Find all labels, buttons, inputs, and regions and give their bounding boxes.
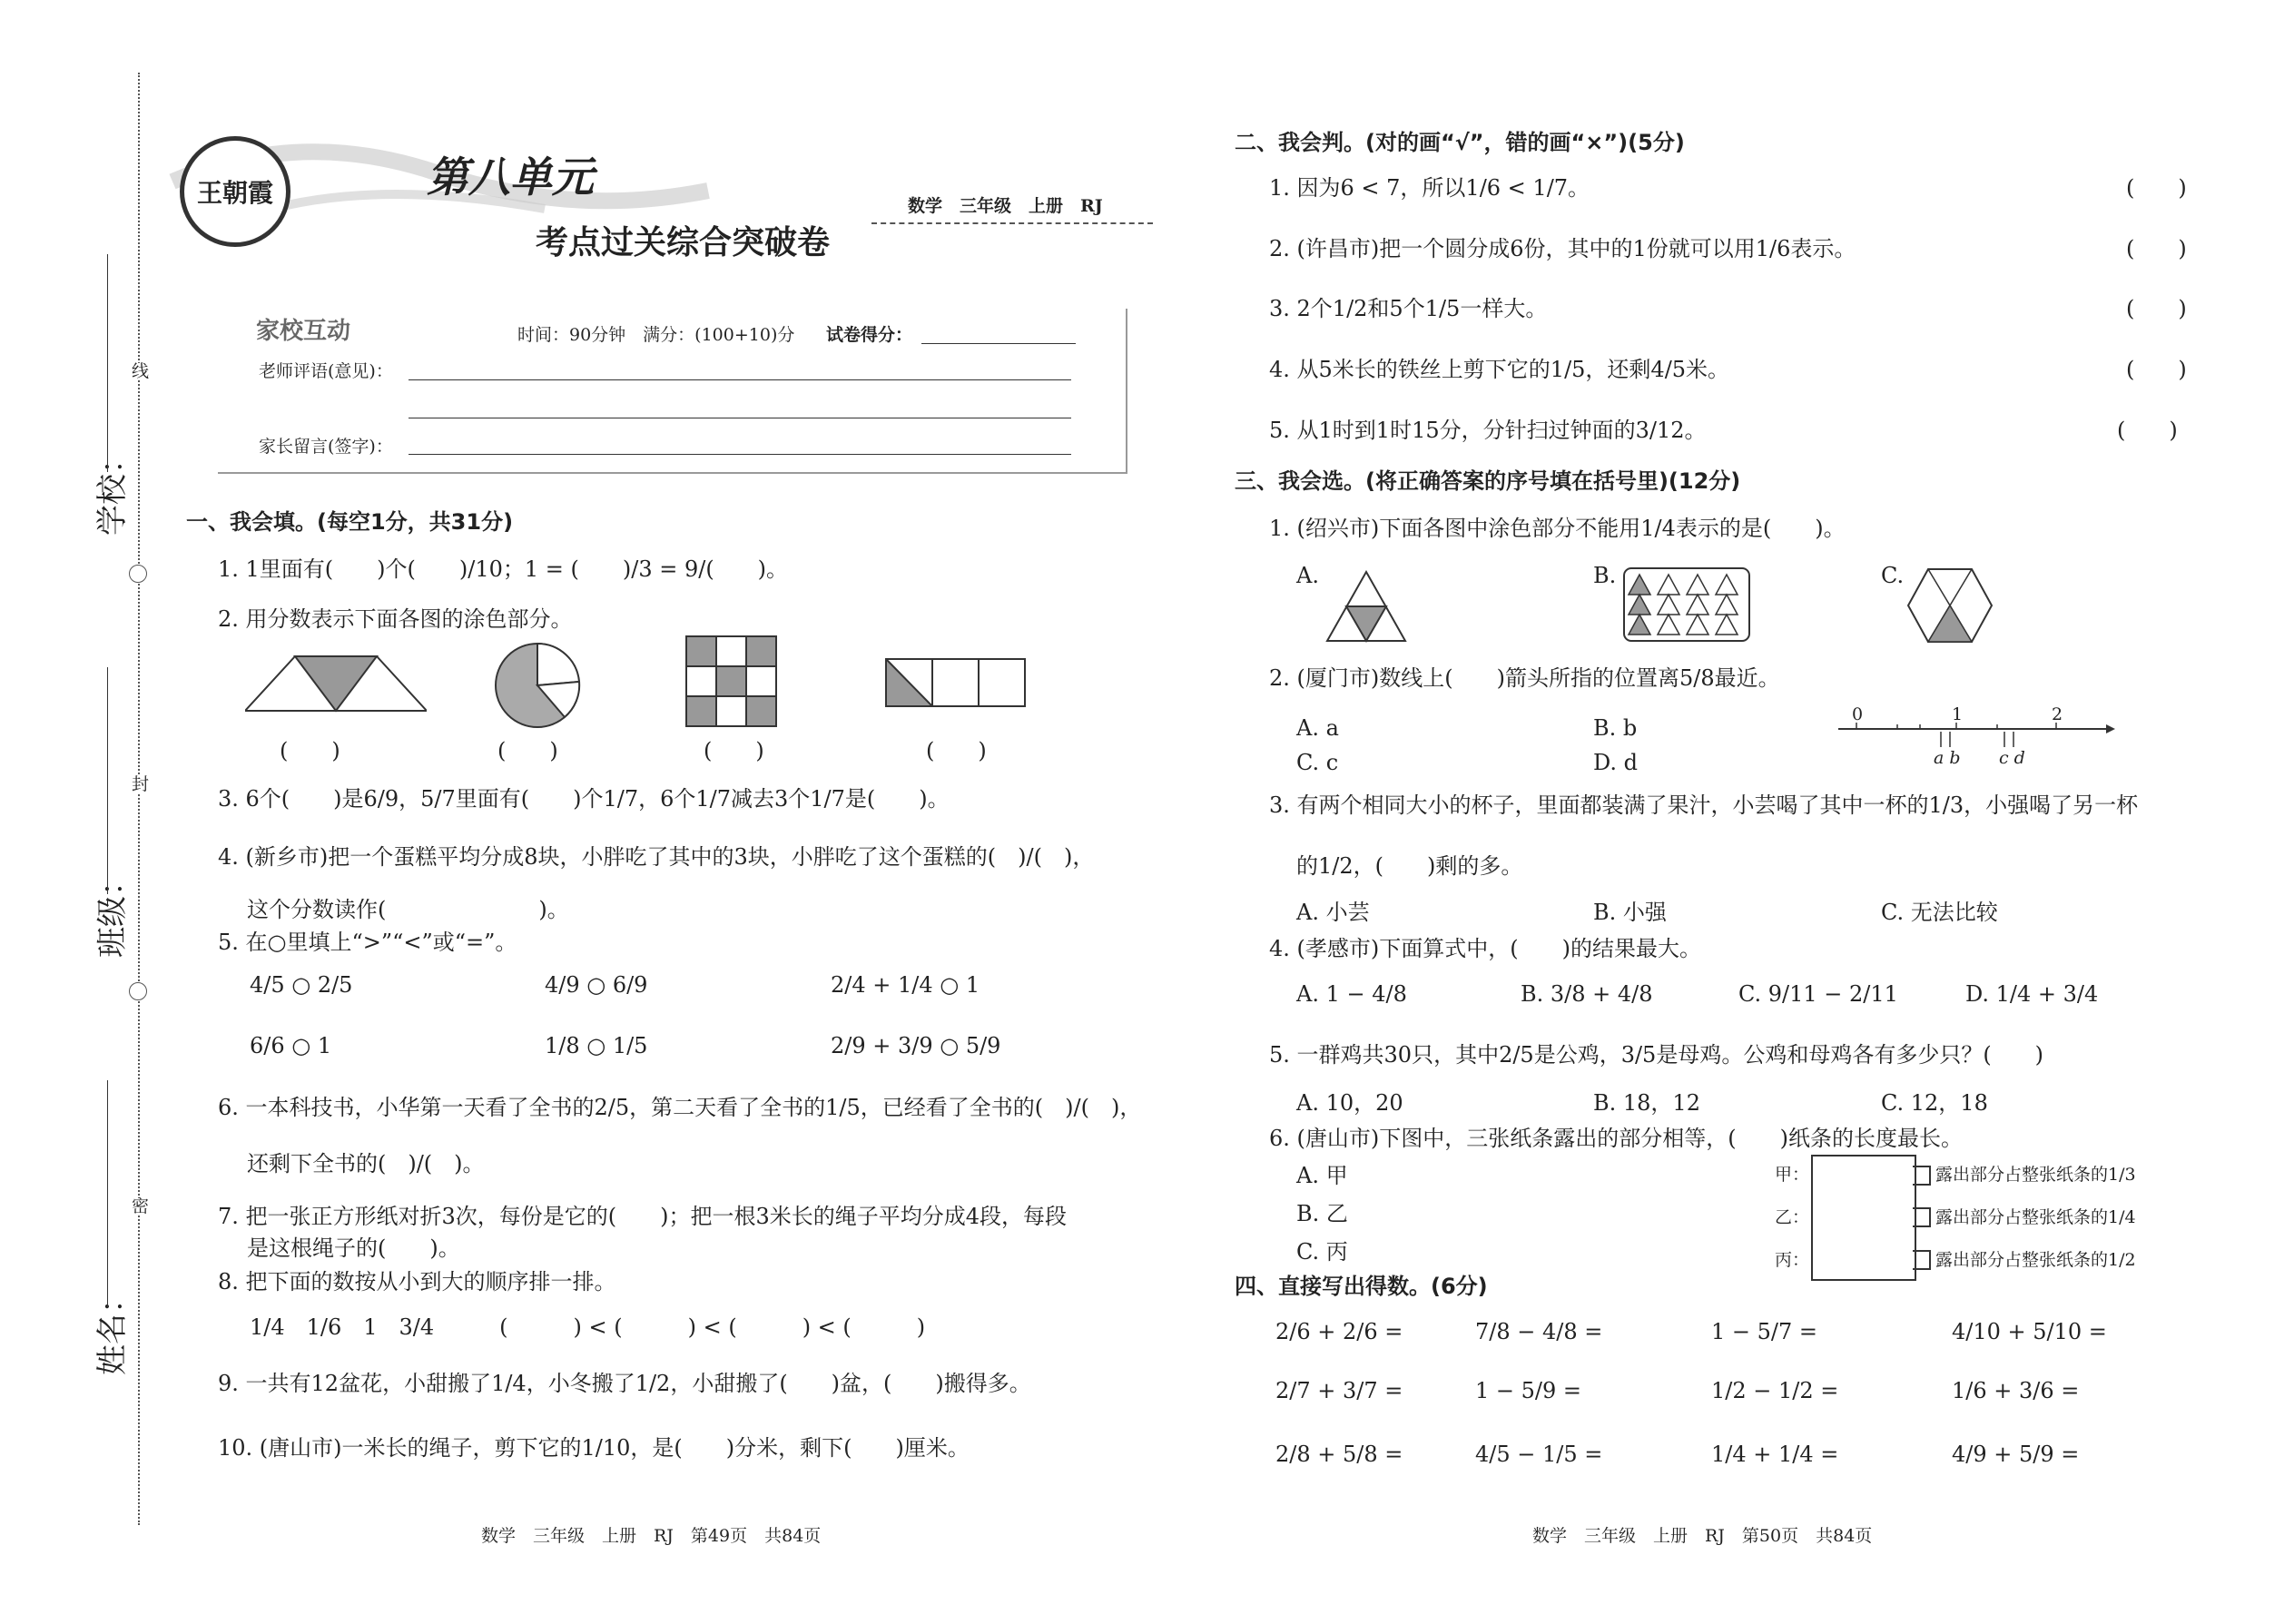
school-label: 学校：	[94, 443, 131, 536]
sec3-q4: 4. (孝感市)下面算式中，( )的结果最大。	[1269, 936, 1701, 961]
binding-circle-2	[129, 982, 147, 1000]
sec3-q4-opt-a: A. 1 − 4/8	[1296, 981, 1407, 1007]
page-title: 考点过关综合突破卷	[536, 224, 831, 261]
paper-strip-3	[1913, 1250, 1931, 1270]
sec3-q6: 6. (唐山市)下图中，三张纸条露出的部分相等，( )纸条的长度最长。	[1269, 1126, 1963, 1151]
strip-note-3: 露出部分占整张纸条的1/2	[1935, 1250, 2136, 1270]
sec1-q7b: 是这根绳子的( )。	[247, 1235, 460, 1261]
sec3-q1: 1. (绍兴市)下面各图中涂色部分不能用1/4表示的是( )。	[1269, 516, 1846, 541]
family-label: 家校互动	[256, 318, 351, 345]
sec3-q6-opt-c: C. 丙	[1296, 1239, 1348, 1265]
sec1-q6b: 还剩下全书的( )/( )。	[247, 1151, 485, 1176]
calc-item-6: 1 − 5/9 =	[1475, 1378, 1581, 1403]
sec3-q5-opt-b: B. 18，12	[1593, 1090, 1700, 1116]
sec2-item-1: 1. 因为6 < 7，所以1/6 < 1/7。	[1269, 175, 1590, 201]
logo-text: 王朝霞	[196, 178, 273, 208]
q1-figure-b-grid	[1623, 567, 1750, 642]
class-line	[107, 667, 108, 894]
exam-info: 时间：90分钟 满分：(100+10)分	[517, 325, 795, 345]
paper-strip-box	[1811, 1155, 1916, 1281]
sec3-q2: 2. (厦门市)数线上( )箭头所指的位置离5/8最近。	[1269, 665, 1780, 691]
sec3-q1-opt-b: B.	[1593, 563, 1617, 588]
sec3-q3-opt-a: A. 小芸	[1296, 900, 1370, 925]
logo-seal	[180, 136, 290, 247]
q2-figure-circle	[492, 640, 583, 731]
strip-note-2: 露出部分占整张纸条的1/4	[1935, 1207, 2136, 1227]
score-label: 试卷得分：	[826, 325, 913, 345]
q2-answer-2[interactable]: ( )	[497, 738, 558, 763]
sec1-q8: 8. 把下面的数按从小到大的顺序排一排。	[218, 1269, 616, 1294]
name-line	[107, 1080, 108, 1307]
calc-item-9: 2/8 + 5/8 =	[1275, 1442, 1403, 1467]
q2-answer-1[interactable]: ( )	[280, 738, 340, 763]
number-line-label-ab: a b	[1934, 748, 1961, 768]
binding-mark-line: 线	[132, 361, 150, 381]
sec1-q6a: 6. 一本科技书，小华第一天看了全书的2/5，第二天看了全书的1/5，已经看了全书的( )/( )，	[218, 1095, 1142, 1120]
footer-left: 数学 三年级 上册 RJ 第49页 共84页	[481, 1526, 822, 1546]
sec2-item-2: 2. (许昌市)把一个圆分成6份，其中的1份就可以用1/6表示。	[1269, 236, 1856, 261]
sec2-paren-2[interactable]: ( )	[2126, 236, 2187, 261]
teacher-comment-field[interactable]	[409, 361, 1071, 380]
q5-item-4: 6/6 ○ 1	[250, 1033, 332, 1058]
calc-item-7: 1/2 − 1/2 =	[1711, 1378, 1839, 1403]
sec3-q2-opt-b: B. b	[1593, 715, 1638, 741]
sec1-q3: 3. 6个( )是6/9，5/7里面有( )个1/7，6个1/7减去3个1/7是( )。	[218, 786, 950, 812]
sec2-item-5: 5. 从1时到1时15分，分针扫过钟面的3/12。	[1269, 418, 1707, 443]
teacher-comment-field-2[interactable]	[409, 399, 1071, 418]
header-meta: 数学 三年级 上册 RJ	[908, 196, 1103, 216]
sec3-q2-opt-d: D. d	[1593, 750, 1639, 775]
sec1-q7a: 7. 把一张正方形纸对折3次，每份是它的( )；把一根3米长的绳子平均分成4段，每段	[218, 1204, 1068, 1229]
calc-item-10: 4/5 − 1/5 =	[1475, 1442, 1603, 1467]
sec4-title: 四、直接写出得数。(6分)	[1235, 1274, 1488, 1299]
number-line	[1834, 706, 2115, 761]
sec1-q5: 5. 在○里填上“>”“<”或“=”。	[218, 930, 517, 955]
q5-item-1: 4/5 ○ 2/5	[250, 972, 353, 998]
sec1-q9: 9. 一共有12盆花，小甜搬了1/4，小冬搬了1/2，小甜搬了( )盆，( )搬得多。	[218, 1371, 1031, 1396]
q2-figure-trapezoid	[245, 652, 427, 715]
calc-item-4: 4/10 + 5/10 =	[1952, 1319, 2107, 1344]
binding-circle-1	[129, 565, 147, 583]
name-label: 姓名：	[94, 1283, 131, 1375]
paper-strip-2	[1913, 1207, 1931, 1227]
number-line-label-0: 0	[1852, 704, 1864, 724]
calc-item-11: 1/4 + 1/4 =	[1711, 1442, 1839, 1467]
q2-figure-strip	[885, 658, 1027, 709]
q5-item-2: 4/9 ○ 6/9	[545, 972, 648, 998]
sec1-q4b: 这个分数读作( )。	[247, 897, 569, 922]
sec3-q2-opt-a: A. a	[1296, 715, 1339, 741]
paper-strip-1	[1913, 1166, 1931, 1186]
sec3-q1-opt-c: C.	[1881, 563, 1905, 588]
binding-dotted-line	[138, 73, 140, 1525]
number-line-label-1: 1	[1952, 704, 1964, 724]
binding-mark-secret: 密	[132, 1196, 150, 1216]
sec3-q3b: 的1/2，( )剩的多。	[1296, 853, 1523, 879]
parent-comment-field[interactable]	[409, 436, 1071, 455]
footer-right: 数学 三年级 上册 RJ 第50页 共84页	[1532, 1526, 1873, 1546]
sec1-q1: 1. 1里面有( )个( )/10；1 = ( )/3 = 9/( )。	[218, 556, 789, 582]
strip-label-yi: 乙：	[1775, 1207, 1810, 1227]
sec2-paren-1[interactable]: ( )	[2126, 175, 2187, 201]
school-line	[107, 254, 108, 472]
sec2-paren-5[interactable]: ( )	[2117, 418, 2178, 443]
sec1-q10: 10. (唐山市)一米长的绳子，剪下它的1/10，是( )分米，剩下( )厘米。	[218, 1435, 970, 1461]
teacher-comment-label: 老师评语(意见)：	[259, 361, 393, 381]
q2-answer-3[interactable]: ( )	[704, 738, 764, 763]
q5-item-5: 1/8 ○ 1/5	[545, 1033, 648, 1058]
score-field[interactable]	[921, 325, 1076, 344]
sec2-item-4: 4. 从5米长的铁丝上剪下它的1/5，还剩4/5米。	[1269, 357, 1730, 382]
binding-mark-seal: 封	[132, 774, 150, 794]
strip-label-jia: 甲：	[1775, 1165, 1810, 1185]
sec3-q3a: 3. 有两个相同大小的杯子，里面都装满了果汁，小芸喝了其中一杯的1/3，小强喝了另一杯	[1269, 792, 2139, 818]
sec1-title: 一、我会填。(每空1分，共31分)	[186, 509, 514, 535]
q2-figure-grid	[685, 635, 778, 728]
number-line-label-cd: c d	[1999, 748, 2025, 768]
sec3-q5: 5. 一群鸡共30只，其中2/5是公鸡，3/5是母鸡。公鸡和母鸡各有多少只？( )	[1269, 1042, 2044, 1068]
sec3-q3-opt-c: C. 无法比较	[1881, 900, 1998, 925]
q1-figure-c-hexagon	[1906, 567, 1994, 644]
header-dashed-line	[871, 222, 1153, 224]
sec3-q5-opt-a: A. 10，20	[1296, 1090, 1403, 1116]
sec2-paren-4[interactable]: ( )	[2126, 357, 2187, 382]
calc-item-2: 7/8 − 4/8 =	[1475, 1319, 1603, 1344]
sec3-q4-opt-c: C. 9/11 − 2/11	[1738, 981, 1898, 1007]
sec1-q4a: 4. (新乡市)把一个蛋糕平均分成8块，小胖吃了其中的3块，小胖吃了这个蛋糕的( )/( )，	[218, 844, 1095, 870]
sec3-q3-opt-b: B. 小强	[1593, 900, 1667, 925]
calc-item-8: 1/6 + 3/6 =	[1952, 1378, 2080, 1403]
sec3-q4-opt-d: D. 1/4 + 3/4	[1965, 981, 2099, 1007]
sec3-title: 三、我会选。(将正确答案的序号填在括号里)(12分)	[1235, 468, 1741, 494]
sec2-title: 二、我会判。(对的画“√”，错的画“×”)(5分)	[1235, 130, 1685, 155]
calc-item-1: 2/6 + 2/6 =	[1275, 1319, 1403, 1344]
number-line-label-2: 2	[2052, 704, 2063, 724]
sec2-item-3: 3. 2个1/2和5个1/5一样大。	[1269, 296, 1548, 321]
q1-figure-a-triangle	[1325, 570, 1407, 643]
parent-comment-label: 家长留言(签字)：	[259, 437, 393, 457]
sec3-q1-opt-a: A.	[1296, 563, 1319, 588]
unit-title: 第八单元	[427, 153, 594, 202]
q5-item-6: 2/9 + 3/9 ○ 5/9	[831, 1033, 1001, 1058]
sec3-q2-opt-c: C. c	[1296, 750, 1339, 775]
calc-item-5: 2/7 + 3/7 =	[1275, 1378, 1403, 1403]
sec3-q5-opt-c: C. 12，18	[1881, 1090, 1988, 1116]
sec3-q4-opt-b: B. 3/8 + 4/8	[1521, 981, 1653, 1007]
sec1-q8-items: 1/4 1/6 1 3/4 ( ) < ( ) < ( ) < ( )	[250, 1314, 926, 1340]
calc-item-3: 1 − 5/7 =	[1711, 1319, 1817, 1344]
strip-note-1: 露出部分占整张纸条的1/3	[1935, 1165, 2136, 1185]
sec2-paren-3[interactable]: ( )	[2126, 296, 2187, 321]
calc-item-12: 4/9 + 5/9 =	[1952, 1442, 2080, 1467]
q5-item-3: 2/4 + 1/4 ○ 1	[831, 972, 980, 998]
strip-label-bing: 丙：	[1775, 1250, 1810, 1270]
sec3-q6-opt-a: A. 甲	[1296, 1163, 1348, 1188]
sec1-q2: 2. 用分数表示下面各图的涂色部分。	[218, 606, 573, 632]
q2-answer-4[interactable]: ( )	[926, 738, 987, 763]
class-label: 班级：	[94, 865, 131, 958]
sec3-q6-opt-b: B. 乙	[1296, 1201, 1348, 1226]
